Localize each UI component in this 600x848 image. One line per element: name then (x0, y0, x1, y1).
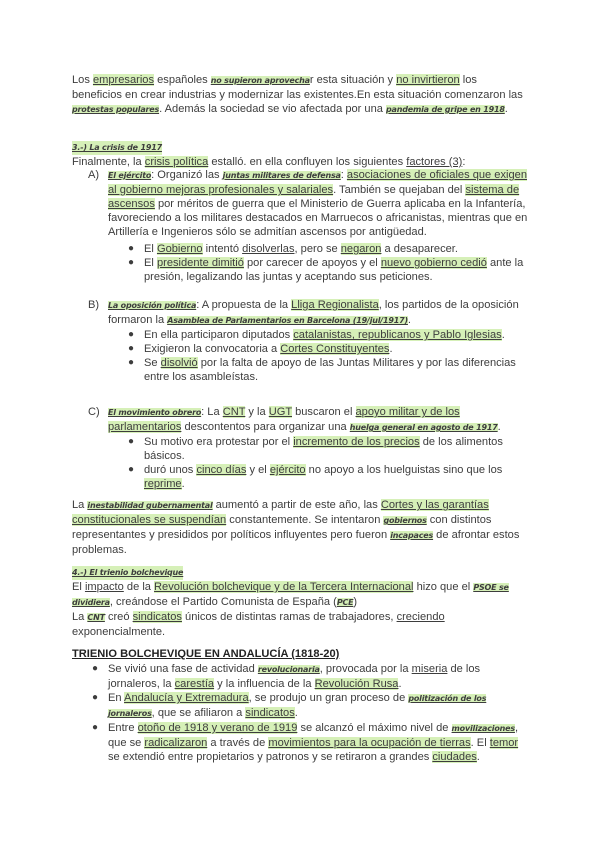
highlight: Andalucía y Extremadura (124, 692, 249, 704)
factor-a (88, 168, 530, 284)
text: : (340, 169, 347, 181)
highlight: Lliga Regionalista (291, 299, 379, 311)
text: Entre (108, 722, 138, 734)
text: y la (245, 406, 269, 418)
text: de afrontar estos problemas. (72, 529, 520, 556)
list-item (92, 662, 530, 691)
text: descontentos para organizar una (181, 421, 350, 433)
text: : (462, 156, 466, 168)
text: Su motivo era protestar por el (144, 436, 294, 448)
highlight: catalanistas, republicanos y Pablo Iglesias (293, 329, 502, 341)
list-item (128, 463, 530, 491)
text: aumentó a partir de este año, las (212, 499, 381, 511)
text: . (398, 678, 402, 690)
bullet-dot-icon: ● (128, 257, 135, 268)
highlight: asociaciones de oficiales que exigen al gobierno mejoras profesionales y salariales (108, 169, 527, 196)
underlined: impacto (84, 581, 124, 593)
text: hizo que el (413, 581, 474, 593)
handwritten-highlight: movilizaciones (451, 724, 515, 733)
text: , se produjo un gran proceso de (248, 692, 409, 704)
text: por carecer de apoyos y el (243, 257, 381, 269)
text: estalló. en ella confluyen los siguientes (208, 156, 407, 168)
highlight: temor (489, 737, 519, 749)
text: La (72, 611, 88, 623)
text: españoles (154, 74, 211, 86)
underlined: factores (3) (406, 156, 463, 168)
text: por méritos de guerra que el Ministerio de Guerra aplicaba en la Infantería, favoreciendo a los militares destacados en Marruecos o africanistas, mientras que en Artillería e Ingenieros sólo se admitían ascensos por antigüedad. (108, 198, 528, 238)
instability-paragraph (72, 498, 528, 557)
highlight: sindicatos (132, 611, 182, 623)
text: y la influencia de la (214, 678, 315, 690)
text: , que se (108, 722, 519, 749)
highlight: ejército (269, 464, 306, 476)
list-label: A) (88, 169, 100, 181)
text: . (389, 343, 393, 355)
text: . (181, 478, 185, 490)
bullet-dot-icon: ● (128, 343, 135, 354)
text: a través de (207, 737, 269, 749)
handwritten-highlight: Asamblea de Parlamentarios en Barcelona (19/jul/1917) (167, 316, 408, 325)
list-item (128, 256, 530, 284)
bullet-dot-icon: ● (128, 329, 135, 340)
list-item (128, 435, 530, 463)
text: . El (470, 737, 490, 749)
handwritten-highlight: La oposición política (108, 301, 197, 310)
text: , los partidos de la oposición formaron la (108, 299, 519, 326)
text: Se vivió una fase de actividad (108, 663, 258, 675)
text: r esta situación y (309, 74, 397, 86)
bullet-dot-icon: ● (92, 692, 99, 703)
highlight: crisis política (144, 156, 209, 168)
text: exponencialmente. (72, 626, 166, 638)
handwritten-highlight: huelga general en agosto de 1917 (349, 423, 498, 432)
text: . (407, 314, 412, 326)
bullet-dot-icon: ● (128, 357, 135, 368)
highlight: ciudades (432, 751, 477, 763)
text: ante la presión, legalizando las juntas y aceptando sus peticiones. (144, 257, 524, 283)
highlight: radicalizaron (144, 737, 208, 749)
text: ) (353, 596, 358, 608)
list-item (128, 356, 530, 384)
handwritten-highlight: incapaces (390, 531, 434, 540)
handwritten-highlight: pandemia de gripe en 1918 (386, 105, 505, 114)
text: y el (246, 464, 270, 476)
text: de los alimentos básicos. (144, 436, 503, 462)
text: El (144, 257, 157, 269)
highlight: cinco días (196, 464, 247, 476)
text: : La (201, 406, 223, 418)
section-4 (72, 565, 528, 639)
bullet-dot-icon: ● (92, 722, 99, 733)
factor-c (88, 405, 530, 491)
handwritten-highlight: politización de los jornaleros (108, 694, 487, 718)
list-item (92, 721, 530, 764)
handwritten-highlight: inestabilidad gubernamental (87, 501, 213, 510)
highlight: negaron (340, 243, 382, 255)
highlight: sistema de ascensos (108, 184, 520, 210)
highlight: UGT (268, 406, 292, 418)
text: . (497, 421, 501, 433)
text: En (108, 692, 125, 704)
trienio-section (72, 647, 528, 661)
highlight: Revolución bolchevique y de la Tercera Internacional (154, 581, 414, 593)
text: En ella participaron diputados (144, 329, 294, 341)
text: , que se afiliaron a (151, 707, 246, 719)
text: intentó (202, 243, 243, 255)
text: . (501, 329, 505, 341)
highlight: sindicatos (245, 707, 295, 719)
underlined: miseria (411, 663, 448, 675)
text: El (144, 243, 157, 255)
text: duró unos (144, 464, 197, 476)
highlight: Gobierno (156, 243, 203, 255)
text: con distintos representantes y presididos por políticos influyentes pero fueron (72, 514, 492, 541)
text: El (72, 581, 85, 593)
handwritten-highlight: PCE (336, 598, 354, 607)
text: se alcanzó el máximo nivel de (297, 722, 452, 734)
text: , pero se (294, 243, 341, 255)
list-label: C) (88, 406, 100, 418)
bullet-dot-icon: ● (128, 243, 135, 254)
bullet-dot-icon: ● (128, 464, 135, 475)
highlight: movimientos para la ocupación de tierras (268, 737, 471, 749)
text: por la falta de apoyo de las Juntas Militares y por las diferencias entre los asambleístas. (144, 357, 516, 383)
text: no apoyo a los huelguistas sino que los (305, 464, 503, 476)
highlight: CNT (222, 406, 246, 418)
bullet-dot-icon: ● (128, 436, 135, 447)
text: La (72, 499, 88, 511)
handwritten-highlight: no supieron aprovecha (210, 76, 310, 85)
text: . Además la sociedad se vio afectada por una (159, 103, 387, 115)
handwritten-highlight: PSOE se dividiera (72, 583, 509, 607)
text: de los jornaleros, la (108, 663, 481, 690)
highlight: Cortes y las garantías constitucionales se suspendían (72, 499, 489, 526)
text: . También se quejaban del (333, 184, 466, 196)
list-item (128, 328, 530, 342)
list-item (128, 342, 530, 356)
text: Finalmente, la (72, 156, 145, 168)
text: : Organizó las (151, 169, 223, 181)
text: . (294, 707, 298, 719)
intro-paragraph (72, 73, 528, 117)
section-heading: TRIENIO BOLCHEVIQUE EN ANDALUCÍA (1818-20) (72, 648, 340, 660)
section-heading: 4.-) El trienio bolchevique (72, 566, 183, 580)
text: los beneficios en crear industrias y modernizar las existentes.En esta situación comenzaron las (72, 74, 523, 101)
list-item (128, 242, 530, 256)
list-item (92, 691, 530, 721)
text: de la (123, 581, 155, 593)
section-heading: 3.-) La crisis de 1917 (72, 141, 162, 155)
handwritten-highlight: gobiernos (383, 516, 427, 525)
section-3 (72, 140, 528, 169)
highlight: empresarios (92, 74, 155, 86)
highlight: Revolución Rusa (314, 678, 399, 690)
handwritten-highlight: revolucionaria (257, 665, 320, 674)
text: constantemente. Se intentaron (226, 514, 384, 526)
text: Exigieron la convocatoria a (144, 343, 281, 355)
handwritten-highlight: El movimiento obrero (108, 408, 202, 417)
highlight: nuevo gobierno cedió (380, 257, 487, 269)
highlight: apoyo militar y de los parlamentarios (108, 406, 460, 433)
highlight: incremento de los precios (293, 436, 420, 448)
text: únicos de distintas ramas de trabajadores, (181, 611, 397, 623)
text: . (476, 751, 480, 763)
highlight: disolvió (160, 357, 198, 369)
text: : A propuesta de la (196, 299, 292, 311)
highlight: otoño de 1918 y verano de 1919 (137, 722, 298, 734)
text: Los (72, 74, 93, 86)
text: se extendió entre propietarios y patronos y se retiraron a grandes (108, 751, 433, 763)
handwritten-highlight: CNT (87, 613, 105, 622)
text: creó (104, 611, 133, 623)
highlight: reprime (144, 478, 182, 490)
highlight: carestía (174, 678, 215, 690)
factor-b (88, 298, 530, 384)
trienio-list (92, 662, 530, 764)
highlight: Cortes Constituyentes (280, 343, 390, 355)
text: Se (144, 357, 161, 369)
handwritten-highlight: juntas militares de defensa (222, 171, 341, 180)
handwritten-highlight: El ejército (108, 171, 152, 180)
underlined: disolverlas (242, 243, 295, 255)
underlined: creciendo (396, 611, 445, 623)
highlight: presidente dimitió (156, 257, 244, 269)
text: , provocada por la (319, 663, 412, 675)
text: . (504, 103, 508, 115)
handwritten-highlight: protestas populares (72, 105, 160, 114)
bullet-dot-icon: ● (92, 663, 99, 674)
text: a desaparecer. (381, 243, 458, 255)
highlight: no invirtieron (396, 74, 460, 86)
text: buscaron el (291, 406, 356, 418)
text: , creándose el Partido Comunista de España ( (109, 596, 337, 608)
list-label: B) (88, 299, 100, 311)
